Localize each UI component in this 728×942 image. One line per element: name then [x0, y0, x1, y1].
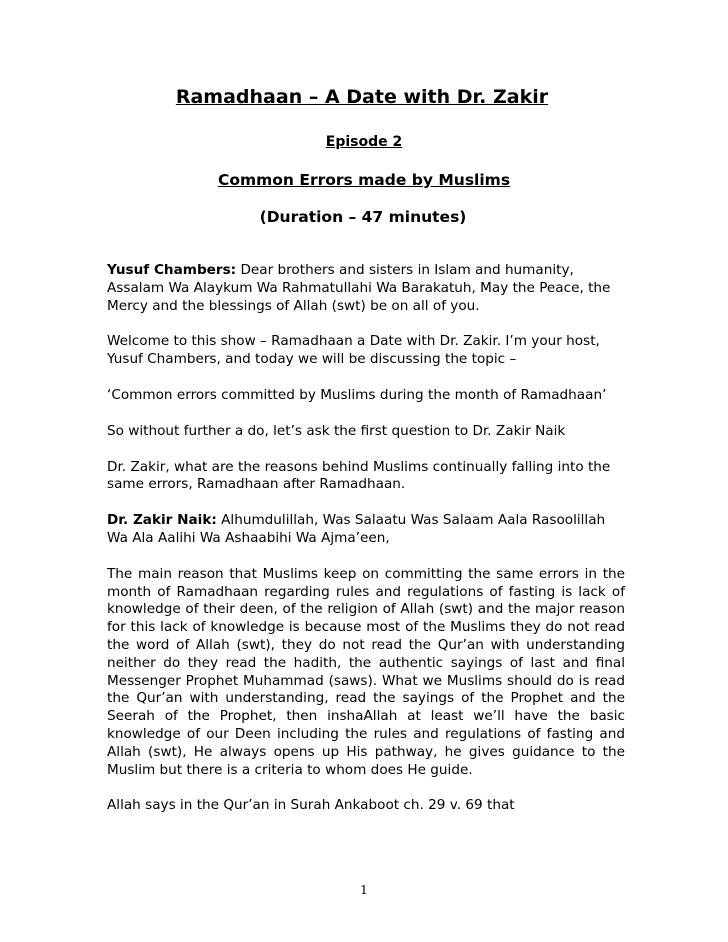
- paragraph-text: So without further a do, let’s ask the first question to Dr. Zakir Naik: [107, 422, 566, 439]
- paragraph-text: The main reason that Muslims keep on committing the same errors in the month of Ramadhaan regarding rules and regulations of fasting is lack of knowledge of their deen, of the religion of Allah (swt) and the major reason for this lack of knowledge is because most of the Muslims they do not read the word of Allah (swt), they do not read the Qur’an with understanding neither do they read the hadith, the authentic sayings of last and final Messenger Prophet Muhammad (saws). What we Muslims should do is read the Qur’an with understanding, read the sayings of the Prophet and the Seerah of the Prophet, then inshaAllah at least we’ll have the basic knowledge of our Deen including the rules and regulations of fasting and Allah (swt), He always opens up His pathway, he gives guidance to the Muslim but there is a criteria to whom does He guide.: [107, 565, 625, 778]
- paragraph-text: ‘Common errors committed by Muslims during the month of Ramadhaan’: [107, 386, 607, 403]
- paragraph: [107, 423, 625, 441]
- duration-heading: (Duration – 47 minutes): [259, 208, 467, 226]
- paragraph-text: Dear brothers and sisters in Islam and humanity, Assalam Wa Alaykum Wa Rahmatullahi Wa Barakatuh, May the Peace, the Mercy and the blessings of Allah (swt) be on all of you.: [107, 262, 611, 314]
- episode-heading: Episode 2: [325, 134, 403, 150]
- paragraph: [107, 333, 625, 369]
- paragraph-text: Dr. Zakir, what are the reasons behind Muslims continually falling into the same errors, Ramadhaan after Ramadhaan.: [107, 458, 611, 493]
- paragraph-text: Allah says in the Qur’an in Surah Ankaboot ch. 29 v. 69 that: [107, 797, 515, 814]
- paragraph-text: Alhumdulillah, Was Salaatu Was Salaam Aala Rasoolillah Wa Ala Aalihi Wa Ashaabihi Wa Ajma’een,: [107, 512, 606, 546]
- paragraph: [107, 459, 625, 495]
- paragraph: [107, 797, 625, 815]
- document-title: Ramadhaan – A Date with Dr. Zakir: [175, 86, 549, 108]
- paragraph: [107, 262, 625, 315]
- paragraph: [107, 566, 625, 780]
- page-number: 1: [360, 883, 368, 897]
- speaker-label: Dr. Zakir Naik:: [107, 512, 217, 529]
- paragraph: [107, 512, 625, 548]
- topic-heading: Common Errors made by Muslims: [217, 171, 511, 189]
- paragraph-text: Welcome to this show – Ramadhaan a Date with Dr. Zakir. I’m your host, Yusuf Chambers, and today we will be discussing the topic –: [107, 333, 600, 368]
- paragraph: [107, 387, 625, 405]
- speaker-label: Yusuf Chambers:: [107, 262, 237, 278]
- transcript-body: [107, 262, 625, 833]
